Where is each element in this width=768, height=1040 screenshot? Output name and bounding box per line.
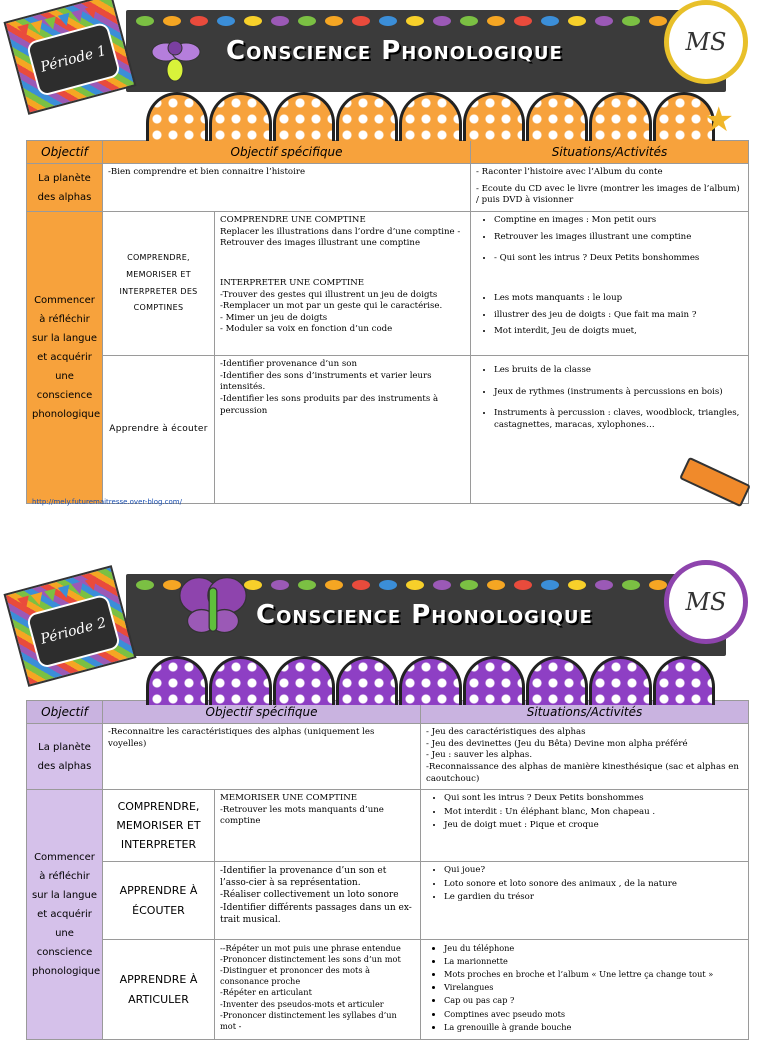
text-line: -Identifier la provenance d’un son et l’asso-cier à sa représentation. — [220, 866, 387, 889]
section-heading: COMPRENDRE UNE COMPTINE — [220, 215, 366, 226]
list-item: • Mot interdit : Un éléphant blanc, Mon chapeau . — [444, 807, 743, 819]
period-card — [3, 565, 136, 687]
activities-cell — [471, 212, 749, 356]
sub-objective-cell: APPRENDRE À ÉCOUTER — [103, 862, 215, 940]
page-title: Conscience Phonologique — [226, 36, 563, 66]
page-2-table — [26, 700, 749, 1040]
ms-badge: MS — [664, 560, 748, 644]
objective-cell: La planète des alphas — [27, 724, 103, 790]
header-objectif: Objectif — [27, 701, 103, 724]
page-title: Conscience Phonologique — [256, 600, 593, 630]
scallop-border — [146, 92, 716, 134]
list-item: • - Qui sont les intrus ? Deux Petits bonshommes — [494, 253, 743, 265]
sub-objective-cell: COMPRENDRE, MEMORISER ET INTERPRETER — [103, 790, 215, 862]
list-item: • Qui sont les intrus ? Deux Petits bonshommes — [444, 793, 743, 805]
text-line: -Prononcer distinctement les syllabes d’un mot - — [220, 1009, 397, 1031]
list-item: • Les mots manquants : le loup — [494, 293, 743, 305]
period-label: Période 1 — [26, 21, 122, 97]
activity-line: - Jeu des devinettes (Jeu du Bêta) Devine mon alpha préféré — [426, 738, 688, 749]
activity-line: -Reconnaissance des alphas de manière kinesthésique (sac et alphas en caoutchouc) — [426, 761, 739, 784]
sub-objective-cell: APPRENDRE À ARTICULER — [103, 940, 215, 1040]
text-line: -Distinguer et prononcer des mots à consonance proche — [220, 965, 371, 987]
specific-cell — [215, 356, 471, 504]
list-item: • Comptines avec pseudo mots — [444, 1009, 743, 1020]
text-line: -Identifier des sons d’instruments et varier leurs intensités. — [220, 370, 432, 393]
activities-cell — [421, 790, 749, 862]
activity-line: - Raconter l’histoire avec l’Album du conte — [476, 167, 663, 178]
text-line: -Remplacer un mot par un geste qui le caractérise. — [220, 301, 443, 312]
specific-cell: -Reconnaitre les caractéristiques des alphas (uniquement les voyelles) — [103, 724, 421, 790]
blog-link[interactable]: http://mely.futuremaitresse.over-blog.com/ — [32, 498, 182, 506]
objective-cell: La planète des alphas — [27, 164, 103, 212]
list-item: • Qui joue? — [444, 865, 743, 877]
text-line: -Retrouver les mots manquants d’une comptine — [220, 804, 384, 827]
text-line: -Trouver des gestes qui illustrent un jeu de doigts — [220, 289, 438, 300]
text-line: - Moduler sa voix en fonction d’un code — [220, 324, 393, 335]
text-line: Replacer les illustrations dans l’ordre d’une comptine - Retrouver des images illustrant une comptine — [220, 226, 461, 249]
activities-cell — [421, 862, 749, 940]
activities-cell — [471, 164, 749, 212]
star-icon: ★ — [703, 100, 734, 140]
header-activites: Situations/Activités — [471, 141, 749, 164]
firefly-icon — [146, 30, 204, 88]
activities-cell — [421, 940, 749, 1040]
header-activites: Situations/Activités — [421, 701, 749, 724]
page-1-table — [26, 140, 749, 504]
list-item: • illustrer des jeu de doigts : Que fait ma main ? — [494, 310, 743, 322]
list-item: • Loto sonore et loto sonore des animaux , de la nature — [444, 879, 743, 891]
list-item: • Virelangues — [444, 982, 743, 993]
section-heading: INTERPRETER UNE COMPTINE — [220, 277, 365, 288]
text-line: -Identifier provenance d’un son — [220, 359, 357, 370]
sub-objective-cell: Apprendre à écouter — [103, 356, 215, 504]
activities-cell — [421, 724, 749, 790]
activity-line: - Jeu des caractéristiques des alphas — [426, 727, 586, 738]
ms-badge: MS — [664, 0, 748, 84]
header-objectif-specifique: Objectif spécifique — [103, 701, 421, 724]
list-item: • Jeux de rythmes (instruments à percussions en bois) — [494, 387, 743, 399]
page-1 — [26, 0, 748, 504]
page-1-header — [26, 0, 748, 140]
list-item: • Jeu du téléphone — [444, 943, 743, 954]
main-objective-cell: Commencer à réfléchir sur la langue et acquérir une conscience phonologique — [27, 790, 103, 1040]
text-line: --Répéter un mot puis une phrase entendue — [220, 943, 401, 954]
text-line: -Identifier les sons produits par des instruments à percussion — [220, 393, 439, 416]
specific-cell — [215, 862, 421, 940]
list-item: • Instruments à percussion : claves, woodblock, triangles, castagnettes, maracas, xylophones… — [494, 408, 743, 431]
list-item: • Comptine en images : Mon petit ours — [494, 215, 743, 227]
sub-objective-cell: COMPRENDRE, MEMORISER ET INTERPRETER DES COMPTINES — [103, 212, 215, 356]
list-item: • Cap ou pas cap ? — [444, 995, 743, 1006]
header-objectif-specifique: Objectif spécifique — [103, 141, 471, 164]
main-objective-cell: Commencer à réfléchir sur la langue et acquérir une conscience phonologique — [27, 212, 103, 504]
list-item: • Les bruits de la classe — [494, 365, 743, 377]
list-item: • Jeu de doigt muet : Pique et croque — [444, 820, 743, 832]
section-heading: MEMORISER UNE COMPTINE — [220, 793, 358, 804]
page-2-header — [26, 560, 748, 700]
header-objectif: Objectif — [27, 141, 103, 164]
specific-cell — [215, 212, 471, 356]
list-item: • Le gardien du trésor — [444, 892, 743, 904]
specific-cell: -Bien comprendre et bien connaitre l’histoire — [103, 164, 471, 212]
list-item: • Retrouver les images illustrant une comptine — [494, 232, 743, 244]
list-item: • Mots proches en broche et l’album « Une lettre ça change tout » — [444, 969, 743, 980]
text-line: -Identifier différents passages dans un ex-trait musical. — [220, 902, 412, 925]
text-line: -Répéter en articulant — [220, 987, 312, 998]
text-line: -Prononcer distinctement les sons d’un mot — [220, 954, 401, 965]
list-item: • Mot interdit, Jeu de doigts muet, — [494, 326, 743, 338]
text-line: -Réaliser collectivement un loto sonore — [220, 890, 399, 901]
title-banner — [126, 10, 726, 92]
period-label: Période 2 — [26, 593, 122, 669]
list-item: • La marionnette — [444, 956, 743, 967]
activity-line: - Ecoute du CD avec le livre (montrer les images de l’album) / puis DVD à visionner — [476, 183, 740, 206]
period-card — [3, 0, 136, 115]
activity-line: - Jeu : sauver les alphas. — [426, 750, 533, 761]
specific-cell — [215, 940, 421, 1040]
page-2 — [26, 560, 748, 1040]
text-line: -Inventer des pseudos-mots et articuler — [220, 998, 384, 1009]
specific-cell — [215, 790, 421, 862]
list-item: • La grenouille à grande bouche — [444, 1022, 743, 1033]
text-line: - Mimer un jeu de doigts — [220, 312, 328, 323]
scallop-border — [146, 656, 716, 694]
decorative-dots — [126, 16, 726, 28]
butterfly-icon — [176, 570, 250, 644]
